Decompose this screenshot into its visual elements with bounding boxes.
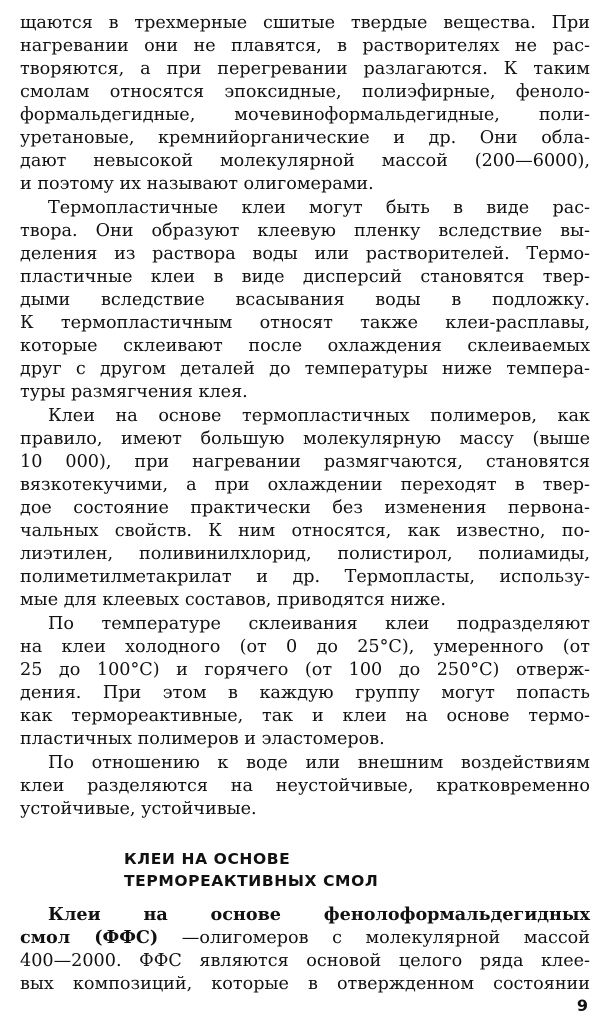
text-line: дают невысокой молекулярной массой (200—6000), xyxy=(20,151,590,171)
text-line: лиэтилен, поливинилхлорид, полистирол, полиамиды, xyxy=(20,544,590,564)
text-line: правило, имеют большую молекулярную массу (выше xyxy=(20,429,590,449)
text-line: которые склеивают после охлаждения склеиваемых xyxy=(20,336,590,356)
section-heading-line: КЛЕИ НА ОСНОВЕ xyxy=(124,850,291,868)
text-line: деления из раствора воды или растворителей. Термо- xyxy=(20,244,590,264)
text-line: и поэтому их называют олигомерами. xyxy=(20,174,374,194)
text-line: дое состояние практически без изменения первона- xyxy=(20,498,590,518)
text-line: дыми вследствие всасывания воды в подложку. xyxy=(20,290,590,310)
text-line: вязкотекучими, а при охлаждении переходят в твер- xyxy=(20,475,590,495)
bold-subheading: Клеи на основе фенолоформальдегидных xyxy=(48,904,590,925)
text-line: щаются в трехмерные сшитые твердые вещества. При xyxy=(20,13,590,33)
text-line: формальдегидные, мочевиноформальдегидные, поли- xyxy=(20,105,590,125)
text-line: твора. Они образуют клеевую пленку вследствие вы- xyxy=(20,221,590,241)
text-line: как термореактивные, так и клеи на основе термо- xyxy=(20,706,590,726)
text-line: дения. При этом в каждую группу могут попасть xyxy=(20,683,590,703)
text-line: творяются, а при перегревании разлагаются. К таким xyxy=(20,59,590,79)
text-run: —олигомеров с молекулярной массой xyxy=(158,928,591,948)
text-line: клеи разделяются на неустойчивые, кратковременно xyxy=(20,776,590,796)
text-line: нагревании они не плавятся, в растворителях не рас- xyxy=(20,36,590,56)
bold-term: смол (ФФС) xyxy=(20,927,159,948)
text-line: полиметилметакрилат и др. Термопласты, использу- xyxy=(20,567,590,587)
text-line: По отношению к воде или внешним воздействиям xyxy=(48,753,590,773)
text-line: Клеи на основе термопластичных полимеров, как xyxy=(48,406,590,426)
text-line: пластичных полимеров и эластомеров. xyxy=(20,729,385,749)
text-line xyxy=(20,927,590,949)
text-line: К термопластичным относят также клеи-расплавы, xyxy=(20,313,590,333)
text-line: 25 до 100°С) и горячего (от 100 до 250°С) отверж- xyxy=(20,660,590,680)
text-line: пластичные клеи в виде дисперсий становятся твер- xyxy=(20,267,590,287)
page-number: 9 xyxy=(576,996,588,1015)
text-line: туры размягчения клея. xyxy=(20,382,248,402)
text-line: мые для клеевых составов, приводятся ниже. xyxy=(20,590,446,610)
text-line: чальных свойств. К ним относятся, как известно, по- xyxy=(20,521,590,541)
text-line: 10 000), при нагревании размягчаются, становятся xyxy=(20,452,590,472)
text-line: По температуре склеивания клеи подразделяют xyxy=(48,614,590,634)
text-line: Термопластичные клеи могут быть в виде рас- xyxy=(48,198,590,218)
text-line: 400—2000. ФФС являются основой целого ряда клее- xyxy=(20,951,590,971)
text-line: устойчивые, устойчивые. xyxy=(20,799,257,819)
text-line: уретановые, кремнийорганические и др. Они обла- xyxy=(20,128,590,148)
text-line: смолам относятся эпоксидные, полиэфирные, феноло- xyxy=(20,82,590,102)
text-line: друг с другом деталей до температуры ниже темпера- xyxy=(20,359,590,379)
text-line: вых композиций, которые в отвержденном состоянии xyxy=(20,974,590,994)
text-line: на клеи холодного (от 0 до 25°С), умеренного (от xyxy=(20,637,590,657)
section-heading-line: ТЕРМОРЕАКТИВНЫХ СМОЛ xyxy=(124,872,379,890)
